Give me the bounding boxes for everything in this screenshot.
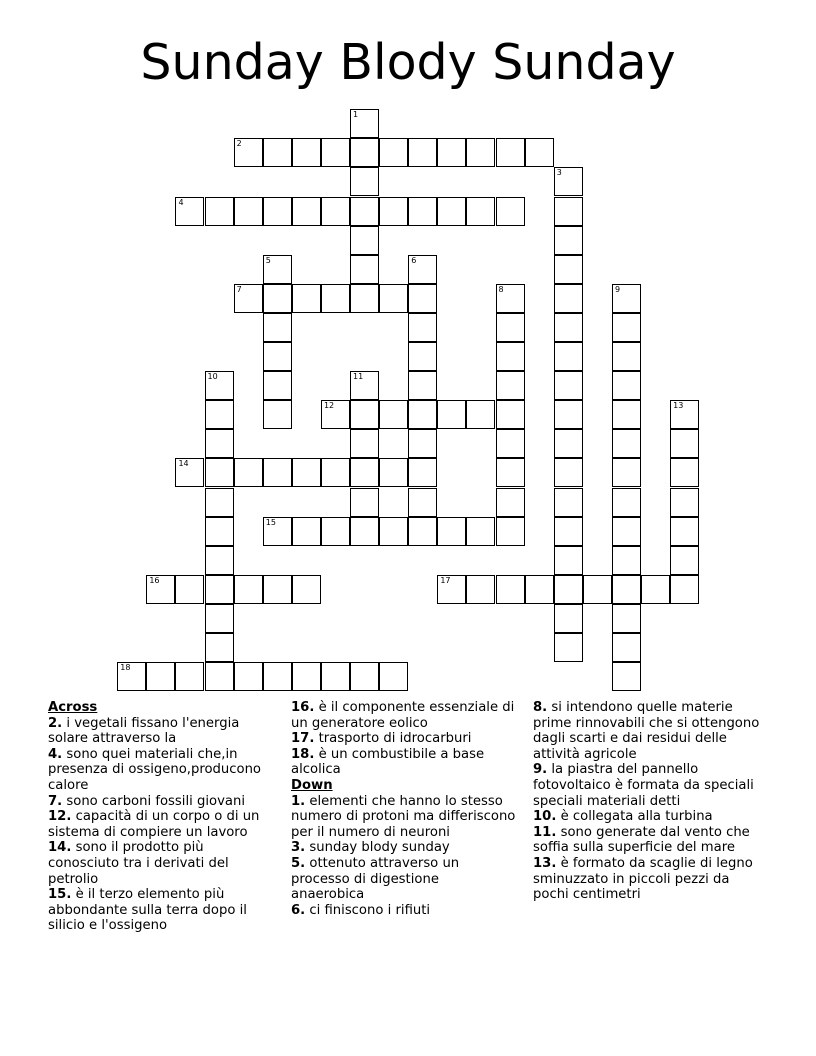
crossword-cell[interactable] [408, 255, 437, 284]
crossword-cell[interactable] [612, 342, 641, 371]
crossword-cell[interactable] [379, 400, 408, 429]
crossword-cell[interactable] [321, 400, 350, 429]
crossword-cell[interactable] [496, 197, 525, 226]
crossword-cell[interactable] [554, 488, 583, 517]
across-clue [48, 887, 278, 934]
clue-number-label: 10. [533, 809, 557, 825]
crossword-cell[interactable] [466, 517, 495, 546]
across-heading: Across [48, 700, 98, 715]
crossword-cell[interactable] [263, 138, 292, 167]
crossword-cell[interactable] [234, 197, 263, 226]
crossword-cell[interactable] [263, 197, 292, 226]
clue-number: 18 [120, 663, 131, 673]
down-clue [291, 903, 516, 919]
crossword-cell[interactable] [408, 313, 437, 342]
crossword-cell[interactable] [496, 371, 525, 400]
crossword-cell[interactable] [205, 546, 234, 575]
clue-text: si intendono quelle materie prime rinnovabili che si ottengono dagli scarti e dai residui delle attività agricole [533, 700, 760, 762]
crossword-cell[interactable] [321, 517, 350, 546]
crossword-cell[interactable] [466, 138, 495, 167]
across-clue [48, 794, 278, 810]
page-title: Sunday Blody Sunday [140, 34, 676, 91]
clue-number: 15 [265, 517, 276, 527]
crossword-cell[interactable] [670, 458, 699, 487]
crossword-cell[interactable] [437, 575, 466, 604]
crossword-cell[interactable] [670, 488, 699, 517]
crossword-cell[interactable] [496, 400, 525, 429]
clue-text: i vegetali fissano l'energia solare attraverso la [48, 715, 240, 747]
crossword-cell[interactable] [321, 662, 350, 691]
clue-number: 14 [178, 459, 189, 469]
crossword-cell[interactable] [350, 400, 379, 429]
clue-number: 1 [353, 110, 359, 120]
crossword-cell[interactable] [496, 458, 525, 487]
clue-number-label: 11. [533, 824, 557, 840]
crossword-cell[interactable] [205, 488, 234, 517]
crossword-cell[interactable] [612, 284, 641, 313]
across-clue [48, 840, 278, 887]
crossword-cell[interactable] [205, 197, 234, 226]
clue-text: è collegata alla turbina [556, 809, 713, 825]
crossword-cell[interactable] [670, 400, 699, 429]
clue-text: sono quei materiali che,in presenza di ossigeno,producono calore [48, 746, 262, 793]
crossword-cell[interactable] [205, 633, 234, 662]
crossword-cell[interactable] [205, 517, 234, 546]
crossword-cell[interactable] [292, 662, 321, 691]
crossword-cell[interactable] [321, 138, 350, 167]
crossword-cell[interactable] [554, 226, 583, 255]
clue-text: è il terzo elemento più abbondante sulla terra dopo il silicio e l'ossigeno [48, 887, 247, 934]
crossword-cell[interactable] [554, 197, 583, 226]
crossword-cell[interactable] [408, 400, 437, 429]
crossword-cell[interactable] [263, 662, 292, 691]
crossword-cell[interactable] [205, 458, 234, 487]
down-clue [291, 840, 516, 856]
crossword-cell[interactable] [175, 662, 204, 691]
across-clue [48, 716, 278, 747]
clue-number-label: 15. [48, 887, 72, 903]
clue-text: sunday blody sunday [305, 840, 450, 856]
down-clue [533, 856, 768, 903]
crossword-cell[interactable] [408, 488, 437, 517]
across-clue [48, 747, 278, 794]
across-clue [291, 731, 516, 747]
crossword-cell[interactable] [612, 546, 641, 575]
down-clue [533, 809, 768, 825]
crossword-cell[interactable] [670, 546, 699, 575]
clue-number-label: 17. [291, 731, 315, 747]
clue-number: 6 [411, 255, 417, 265]
crossword-cell[interactable] [612, 371, 641, 400]
clue-number-label: 9. [533, 762, 548, 778]
crossword-cell[interactable] [263, 255, 292, 284]
crossword-cell[interactable] [263, 284, 292, 313]
clue-number: 8 [498, 284, 504, 294]
clue-number: 9 [614, 284, 621, 294]
crossword-cell[interactable] [234, 138, 263, 167]
crossword-cell[interactable] [350, 109, 379, 138]
crossword-cell[interactable] [350, 255, 379, 284]
clue-text: sono carboni fossili giovani [62, 793, 245, 809]
crossword-cell[interactable] [379, 284, 408, 313]
clue-number: 13 [673, 401, 684, 411]
clue-number-label: 2. [48, 715, 63, 731]
crossword-cell[interactable] [612, 429, 641, 458]
clue-number: 5 [265, 255, 271, 265]
clue-number: 11 [353, 372, 364, 382]
crossword-cell[interactable] [321, 284, 350, 313]
crossword-cell[interactable] [612, 604, 641, 633]
crossword-cell[interactable] [554, 167, 583, 196]
crossword-cell[interactable] [496, 517, 525, 546]
crossword-cell[interactable] [554, 284, 583, 313]
crossword-cell[interactable] [350, 429, 379, 458]
clue-number: 4 [178, 197, 184, 207]
crossword-cell[interactable] [496, 342, 525, 371]
clue-text: sono generate dal vento che soffia sulla superficie del mare [533, 824, 750, 856]
clue-column-2 [291, 700, 516, 918]
crossword-cell[interactable] [670, 575, 699, 604]
clue-number-label: 12. [48, 809, 72, 825]
crossword-cell[interactable] [350, 662, 379, 691]
crossword-cell[interactable] [379, 517, 408, 546]
clue-number-label: 1. [291, 793, 306, 809]
crossword-cell[interactable] [408, 197, 437, 226]
crossword-cell[interactable] [379, 197, 408, 226]
crossword-cell[interactable] [379, 458, 408, 487]
crossword-cell[interactable] [263, 575, 292, 604]
crossword-cell[interactable] [612, 662, 641, 691]
down-clue [291, 794, 516, 841]
clue-text: trasporto di idrocarburi [314, 731, 472, 747]
clue-text: è un combustibile a base alcolica [291, 746, 485, 778]
crossword-cell[interactable] [117, 662, 146, 691]
crossword-cell[interactable] [525, 575, 554, 604]
clue-text: è il componente essenziale di un generatore eolico [291, 700, 515, 731]
crossword-cell[interactable] [175, 575, 204, 604]
crossword-cell[interactable] [612, 488, 641, 517]
crossword-cell[interactable] [554, 255, 583, 284]
clue-number: 2 [236, 139, 242, 149]
crossword-cell[interactable] [263, 517, 292, 546]
clue-number-label: 16. [291, 700, 315, 715]
crossword-cell[interactable] [408, 429, 437, 458]
clue-number: 16 [149, 575, 160, 585]
crossword-cell[interactable] [146, 575, 175, 604]
crossword-cell[interactable] [175, 458, 204, 487]
crossword-cell[interactable] [379, 662, 408, 691]
crossword-cell[interactable] [292, 284, 321, 313]
crossword-cell[interactable] [234, 458, 263, 487]
crossword-cell[interactable] [496, 429, 525, 458]
clue-text: ottenuto attraverso un processo di digestione anaerobica [291, 855, 460, 903]
crossword-cell[interactable] [437, 197, 466, 226]
down-clue [533, 762, 768, 809]
crossword-cell[interactable] [205, 400, 234, 429]
crossword-cell[interactable] [408, 138, 437, 167]
crossword-cell[interactable] [292, 138, 321, 167]
clue-text: è formato da scaglie di legno sminuzzato in piccoli pezzi da pochi centimetri [533, 855, 753, 903]
crossword-cell[interactable] [263, 313, 292, 342]
clue-number-label: 6. [291, 902, 306, 918]
crossword-cell[interactable] [263, 458, 292, 487]
crossword-cell[interactable] [466, 197, 495, 226]
crossword-cell[interactable] [292, 458, 321, 487]
crossword-cell[interactable] [205, 575, 234, 604]
crossword-cell[interactable] [350, 488, 379, 517]
crossword-cell[interactable] [292, 575, 321, 604]
crossword-cell[interactable] [379, 138, 408, 167]
crossword-cell[interactable] [350, 458, 379, 487]
crossword-cell[interactable] [263, 371, 292, 400]
clue-number: 7 [236, 284, 242, 294]
down-clue [533, 700, 768, 762]
clue-column-3 [533, 700, 768, 903]
crossword-cell[interactable] [496, 313, 525, 342]
crossword-cell[interactable] [670, 517, 699, 546]
clue-number: 3 [556, 168, 562, 178]
crossword-cell[interactable] [205, 662, 234, 691]
clue-text: capacità di un corpo o di un sistema di compiere un lavoro [48, 809, 260, 840]
crossword-cell[interactable] [437, 517, 466, 546]
crossword-cell[interactable] [554, 429, 583, 458]
crossword-cell[interactable] [554, 458, 583, 487]
crossword-cell[interactable] [292, 517, 321, 546]
crossword-cell[interactable] [205, 429, 234, 458]
crossword-cell[interactable] [612, 575, 641, 604]
crossword-cell[interactable] [408, 284, 437, 313]
down-heading: Down [291, 777, 333, 793]
crossword-cell[interactable] [554, 633, 583, 662]
clue-text: elementi che hanno lo stesso numero di protoni ma differiscono per il numero di neuroni [291, 793, 516, 840]
crossword-cell[interactable] [554, 342, 583, 371]
crossword-cell[interactable] [641, 575, 670, 604]
clue-number: 17 [440, 575, 451, 585]
crossword-cell[interactable] [146, 662, 175, 691]
crossword-cell[interactable] [350, 371, 379, 400]
crossword-cell[interactable] [554, 604, 583, 633]
crossword-cell[interactable] [350, 167, 379, 196]
crossword-cell[interactable] [554, 546, 583, 575]
crossword-cell[interactable] [612, 517, 641, 546]
crossword-cell[interactable] [263, 342, 292, 371]
crossword-cell[interactable] [466, 575, 495, 604]
clue-column-1 [48, 700, 278, 934]
crossword-cell[interactable] [175, 197, 204, 226]
crossword-cell[interactable] [612, 458, 641, 487]
clue-number-label: 3. [291, 840, 306, 856]
crossword-cell[interactable] [205, 371, 234, 400]
crossword-cell[interactable] [612, 633, 641, 662]
crossword-cell[interactable] [350, 284, 379, 313]
crossword-cell[interactable] [350, 138, 379, 167]
clue-number-label: 14. [48, 840, 72, 856]
across-clue [291, 700, 516, 731]
down-clue [533, 825, 768, 856]
crossword-cell[interactable] [234, 284, 263, 313]
crossword-cell[interactable] [234, 575, 263, 604]
crossword-cell[interactable] [408, 371, 437, 400]
crossword-cell[interactable] [554, 371, 583, 400]
crossword-cell[interactable] [496, 284, 525, 313]
crossword-cell[interactable] [466, 400, 495, 429]
clue-number-label: 4. [48, 746, 63, 762]
clue-text: la piastra del pannello fotovoltaico è formata da speciali speciali materiali detti [533, 762, 754, 809]
crossword-cell[interactable] [554, 575, 583, 604]
crossword-cell[interactable] [321, 458, 350, 487]
crossword-cell[interactable] [496, 488, 525, 517]
crossword-cell[interactable] [408, 517, 437, 546]
down-clue [291, 856, 516, 903]
crossword-cell[interactable] [583, 575, 612, 604]
clue-number: 12 [323, 401, 335, 411]
crossword-cell[interactable] [612, 400, 641, 429]
clue-text: sono il prodotto più conosciuto tra i derivati del petrolio [48, 840, 229, 887]
clue-number-label: 5. [291, 855, 306, 871]
across-clue [48, 809, 278, 840]
crossword-cell[interactable] [350, 226, 379, 255]
crossword-cell[interactable] [437, 400, 466, 429]
crossword-cell[interactable] [205, 604, 234, 633]
crossword-cell[interactable] [496, 138, 525, 167]
crossword-cell[interactable] [612, 313, 641, 342]
crossword-cell[interactable] [350, 197, 379, 226]
crossword-cell[interactable] [263, 400, 292, 429]
crossword-cell[interactable] [350, 517, 379, 546]
crossword-cell[interactable] [437, 138, 466, 167]
crossword-cell[interactable] [525, 138, 554, 167]
clue-number-label: 7. [48, 793, 63, 809]
crossword-cell[interactable] [554, 400, 583, 429]
crossword-cell[interactable] [321, 197, 350, 226]
crossword-cell[interactable] [554, 517, 583, 546]
clue-number-label: 13. [533, 855, 557, 871]
clue-text: ci finiscono i rifiuti [305, 902, 431, 918]
clue-number-label: 8. [533, 700, 548, 715]
crossword-cell[interactable] [670, 429, 699, 458]
clue-number: 10 [207, 372, 218, 382]
crossword-cell[interactable] [554, 313, 583, 342]
clue-number-label: 18. [291, 746, 315, 762]
crossword-cell[interactable] [408, 342, 437, 371]
crossword-cell[interactable] [408, 458, 437, 487]
crossword-cell[interactable] [496, 575, 525, 604]
crossword-cell[interactable] [292, 197, 321, 226]
crossword-cell[interactable] [234, 662, 263, 691]
across-clue [291, 747, 516, 778]
